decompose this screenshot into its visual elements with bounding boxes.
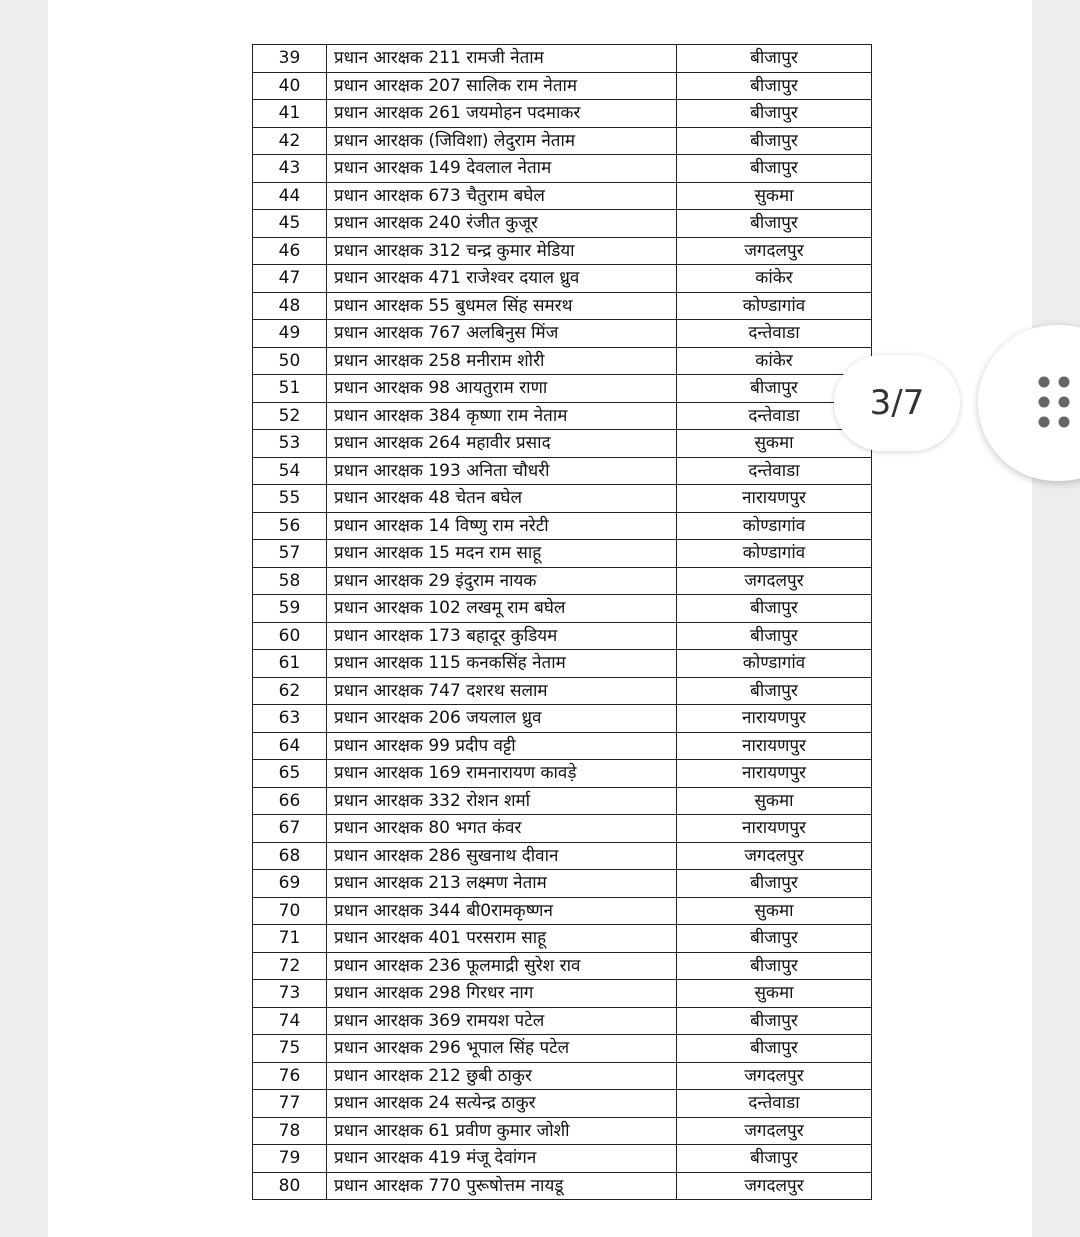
name-cell: प्रधान आरक्षक 384 कृष्णा राम नेताम bbox=[327, 402, 677, 430]
table-row bbox=[253, 952, 872, 980]
name-cell: प्रधान आरक्षक 115 कनकसिंह नेताम bbox=[327, 650, 677, 678]
name-cell: प्रधान आरक्षक 24 सत्येन्द्र ठाकुर bbox=[327, 1090, 677, 1118]
serial-number-cell: 44 bbox=[253, 182, 327, 210]
district-cell: सुकमा bbox=[677, 897, 872, 925]
district-cell: बीजापुर bbox=[677, 210, 872, 238]
serial-number-cell: 47 bbox=[253, 265, 327, 293]
table-row bbox=[253, 402, 872, 430]
district-cell: जगदलपुर bbox=[677, 1117, 872, 1145]
district-cell: दन्तेवाडा bbox=[677, 402, 872, 430]
serial-number-cell: 48 bbox=[253, 292, 327, 320]
serial-number-cell: 70 bbox=[253, 897, 327, 925]
name-cell: प्रधान आरक्षक 286 सुखनाथ दीवान bbox=[327, 842, 677, 870]
serial-number-cell: 55 bbox=[253, 485, 327, 513]
serial-number-cell: 57 bbox=[253, 540, 327, 568]
name-cell: प्रधान आरक्षक 401 परसराम साहू bbox=[327, 925, 677, 953]
district-cell: जगदलपुर bbox=[677, 842, 872, 870]
table-row bbox=[253, 897, 872, 925]
district-cell: नारायणपुर bbox=[677, 760, 872, 788]
name-cell: प्रधान आरक्षक 419 मंजू देवांगन bbox=[327, 1145, 677, 1173]
serial-number-cell: 62 bbox=[253, 677, 327, 705]
serial-number-cell: 49 bbox=[253, 320, 327, 348]
table-row bbox=[253, 375, 872, 403]
table-row bbox=[253, 182, 872, 210]
table-row bbox=[253, 1145, 872, 1173]
serial-number-cell: 79 bbox=[253, 1145, 327, 1173]
serial-number-cell: 65 bbox=[253, 760, 327, 788]
name-cell: प्रधान आरक्षक 296 भूपाल सिंह पटेल bbox=[327, 1035, 677, 1063]
table-row bbox=[253, 650, 872, 678]
table-row bbox=[253, 1172, 872, 1200]
table-row bbox=[253, 815, 872, 843]
table-row bbox=[253, 512, 872, 540]
district-cell: जगदलपुर bbox=[677, 567, 872, 595]
serial-number-cell: 64 bbox=[253, 732, 327, 760]
name-cell: प्रधान आरक्षक 61 प्रवीण कुमार जोशी bbox=[327, 1117, 677, 1145]
serial-number-cell: 50 bbox=[253, 347, 327, 375]
serial-number-cell: 76 bbox=[253, 1062, 327, 1090]
table-row bbox=[253, 1007, 872, 1035]
table-row bbox=[253, 457, 872, 485]
table-row bbox=[253, 430, 872, 458]
name-cell: प्रधान आरक्षक 48 चेतन बघेल bbox=[327, 485, 677, 513]
name-cell: प्रधान आरक्षक 14 विष्णु राम नरेटी bbox=[327, 512, 677, 540]
serial-number-cell: 39 bbox=[253, 45, 327, 73]
table-row bbox=[253, 485, 872, 513]
table-row bbox=[253, 347, 872, 375]
table-row bbox=[253, 1062, 872, 1090]
district-cell: बीजापुर bbox=[677, 677, 872, 705]
name-cell: प्रधान आरक्षक 770 पुरूषोत्तम नायडू bbox=[327, 1172, 677, 1200]
name-cell: प्रधान आरक्षक 212 छुबी ठाकुर bbox=[327, 1062, 677, 1090]
table-row bbox=[253, 155, 872, 183]
name-cell: प्रधान आरक्षक 213 लक्ष्मण नेताम bbox=[327, 870, 677, 898]
district-cell: बीजापुर bbox=[677, 100, 872, 128]
name-cell: प्रधान आरक्षक 193 अनिता चौधरी bbox=[327, 457, 677, 485]
table-row bbox=[253, 677, 872, 705]
page-indicator bbox=[834, 355, 960, 451]
table-row bbox=[253, 210, 872, 238]
table-row bbox=[253, 567, 872, 595]
document-page bbox=[48, 0, 1032, 1237]
table-row bbox=[253, 787, 872, 815]
district-cell: बीजापुर bbox=[677, 622, 872, 650]
district-cell: कांकेर bbox=[677, 265, 872, 293]
name-cell: प्रधान आरक्षक 55 बुधमल सिंह समरथ bbox=[327, 292, 677, 320]
district-cell: बीजापुर bbox=[677, 375, 872, 403]
name-cell: प्रधान आरक्षक 344 बी0रामकृष्णन bbox=[327, 897, 677, 925]
name-cell: प्रधान आरक्षक 236 फूलमाद्री सुरेश राव bbox=[327, 952, 677, 980]
district-cell: नारायणपुर bbox=[677, 705, 872, 733]
district-cell: बीजापुर bbox=[677, 72, 872, 100]
table-row bbox=[253, 1035, 872, 1063]
serial-number-cell: 67 bbox=[253, 815, 327, 843]
district-cell: कोण्डागांव bbox=[677, 650, 872, 678]
serial-number-cell: 40 bbox=[253, 72, 327, 100]
district-cell: कोण्डागांव bbox=[677, 292, 872, 320]
table-row bbox=[253, 265, 872, 293]
grid-dots-icon bbox=[1038, 376, 1072, 428]
serial-number-cell: 71 bbox=[253, 925, 327, 953]
name-cell: प्रधान आरक्षक 211 रामजी नेताम bbox=[327, 45, 677, 73]
table-row bbox=[253, 980, 872, 1008]
name-cell: प्रधान आरक्षक 173 बहादूर कुडियम bbox=[327, 622, 677, 650]
serial-number-cell: 60 bbox=[253, 622, 327, 650]
district-cell: कोण्डागांव bbox=[677, 540, 872, 568]
table-row bbox=[253, 622, 872, 650]
serial-number-cell: 42 bbox=[253, 127, 327, 155]
district-cell: जगदलपुर bbox=[677, 1062, 872, 1090]
roster-table-body bbox=[253, 45, 872, 1200]
name-cell: प्रधान आरक्षक (जिविशा) लेदुराम नेताम bbox=[327, 127, 677, 155]
district-cell: बीजापुर bbox=[677, 595, 872, 623]
serial-number-cell: 73 bbox=[253, 980, 327, 1008]
serial-number-cell: 63 bbox=[253, 705, 327, 733]
district-cell: बीजापुर bbox=[677, 870, 872, 898]
name-cell: प्रधान आरक्षक 673 चैतुराम बघेल bbox=[327, 182, 677, 210]
table-row bbox=[253, 732, 872, 760]
serial-number-cell: 56 bbox=[253, 512, 327, 540]
serial-number-cell: 80 bbox=[253, 1172, 327, 1200]
serial-number-cell: 41 bbox=[253, 100, 327, 128]
table-row bbox=[253, 237, 872, 265]
district-cell: कोण्डागांव bbox=[677, 512, 872, 540]
name-cell: प्रधान आरक्षक 15 मदन राम साहू bbox=[327, 540, 677, 568]
serial-number-cell: 43 bbox=[253, 155, 327, 183]
table-row bbox=[253, 705, 872, 733]
serial-number-cell: 66 bbox=[253, 787, 327, 815]
table-row bbox=[253, 1117, 872, 1145]
table-row bbox=[253, 540, 872, 568]
table-row bbox=[253, 292, 872, 320]
district-cell: बीजापुर bbox=[677, 952, 872, 980]
table-row bbox=[253, 100, 872, 128]
name-cell: प्रधान आरक्षक 298 गिरधर नाग bbox=[327, 980, 677, 1008]
name-cell: प्रधान आरक्षक 471 राजेश्वर दयाल ध्रुव bbox=[327, 265, 677, 293]
table-row bbox=[253, 760, 872, 788]
table-row bbox=[253, 320, 872, 348]
name-cell: प्रधान आरक्षक 169 रामनारायण कावड़े bbox=[327, 760, 677, 788]
table-row bbox=[253, 842, 872, 870]
district-cell: नारायणपुर bbox=[677, 732, 872, 760]
name-cell: प्रधान आरक्षक 258 मनीराम शोरी bbox=[327, 347, 677, 375]
name-cell: प्रधान आरक्षक 149 देवलाल नेताम bbox=[327, 155, 677, 183]
district-cell: बीजापुर bbox=[677, 1007, 872, 1035]
district-cell: जगदलपुर bbox=[677, 237, 872, 265]
serial-number-cell: 58 bbox=[253, 567, 327, 595]
district-cell: बीजापुर bbox=[677, 45, 872, 73]
name-cell: प्रधान आरक्षक 102 लखमू राम बघेल bbox=[327, 595, 677, 623]
page-indicator-label: 3/7 bbox=[869, 383, 925, 423]
serial-number-cell: 69 bbox=[253, 870, 327, 898]
table-row bbox=[253, 595, 872, 623]
serial-number-cell: 54 bbox=[253, 457, 327, 485]
district-cell: दन्तेवाडा bbox=[677, 320, 872, 348]
district-cell: बीजापुर bbox=[677, 1035, 872, 1063]
serial-number-cell: 46 bbox=[253, 237, 327, 265]
name-cell: प्रधान आरक्षक 240 रंजीत कुजूर bbox=[327, 210, 677, 238]
district-cell: कांकेर bbox=[677, 347, 872, 375]
district-cell: बीजापुर bbox=[677, 1145, 872, 1173]
district-cell: सुकमा bbox=[677, 430, 872, 458]
serial-number-cell: 75 bbox=[253, 1035, 327, 1063]
table-row bbox=[253, 127, 872, 155]
district-cell: सुकमा bbox=[677, 182, 872, 210]
table-row bbox=[253, 925, 872, 953]
district-cell: दन्तेवाडा bbox=[677, 457, 872, 485]
district-cell: नारायणपुर bbox=[677, 815, 872, 843]
name-cell: प्रधान आरक्षक 99 प्रदीप वट्टी bbox=[327, 732, 677, 760]
district-cell: बीजापुर bbox=[677, 925, 872, 953]
serial-number-cell: 51 bbox=[253, 375, 327, 403]
name-cell: प्रधान आरक्षक 332 रोशन शर्मा bbox=[327, 787, 677, 815]
district-cell: नारायणपुर bbox=[677, 485, 872, 513]
name-cell: प्रधान आरक्षक 206 जयलाल ध्रुव bbox=[327, 705, 677, 733]
serial-number-cell: 68 bbox=[253, 842, 327, 870]
serial-number-cell: 52 bbox=[253, 402, 327, 430]
roster-table bbox=[252, 44, 872, 1200]
name-cell: प्रधान आरक्षक 747 दशरथ सलाम bbox=[327, 677, 677, 705]
district-cell: बीजापुर bbox=[677, 127, 872, 155]
district-cell: सुकमा bbox=[677, 787, 872, 815]
name-cell: प्रधान आरक्षक 767 अलबिनुस मिंज bbox=[327, 320, 677, 348]
name-cell: प्रधान आरक्षक 261 जयमोहन पदमाकर bbox=[327, 100, 677, 128]
table-row bbox=[253, 1090, 872, 1118]
serial-number-cell: 72 bbox=[253, 952, 327, 980]
name-cell: प्रधान आरक्षक 369 रामयश पटेल bbox=[327, 1007, 677, 1035]
district-cell: सुकमा bbox=[677, 980, 872, 1008]
table-row bbox=[253, 72, 872, 100]
name-cell: प्रधान आरक्षक 312 चन्द्र कुमार मेडिया bbox=[327, 237, 677, 265]
name-cell: प्रधान आरक्षक 29 इंदुराम नायक bbox=[327, 567, 677, 595]
district-cell: दन्तेवाडा bbox=[677, 1090, 872, 1118]
table-row bbox=[253, 45, 872, 73]
serial-number-cell: 77 bbox=[253, 1090, 327, 1118]
serial-number-cell: 53 bbox=[253, 430, 327, 458]
serial-number-cell: 59 bbox=[253, 595, 327, 623]
serial-number-cell: 45 bbox=[253, 210, 327, 238]
district-cell: जगदलपुर bbox=[677, 1172, 872, 1200]
serial-number-cell: 74 bbox=[253, 1007, 327, 1035]
district-cell: बीजापुर bbox=[677, 155, 872, 183]
name-cell: प्रधान आरक्षक 98 आयतुराम राणा bbox=[327, 375, 677, 403]
name-cell: प्रधान आरक्षक 264 महावीर प्रसाद bbox=[327, 430, 677, 458]
name-cell: प्रधान आरक्षक 207 सालिक राम नेताम bbox=[327, 72, 677, 100]
name-cell: प्रधान आरक्षक 80 भगत कंवर bbox=[327, 815, 677, 843]
serial-number-cell: 78 bbox=[253, 1117, 327, 1145]
serial-number-cell: 61 bbox=[253, 650, 327, 678]
table-row bbox=[253, 870, 872, 898]
